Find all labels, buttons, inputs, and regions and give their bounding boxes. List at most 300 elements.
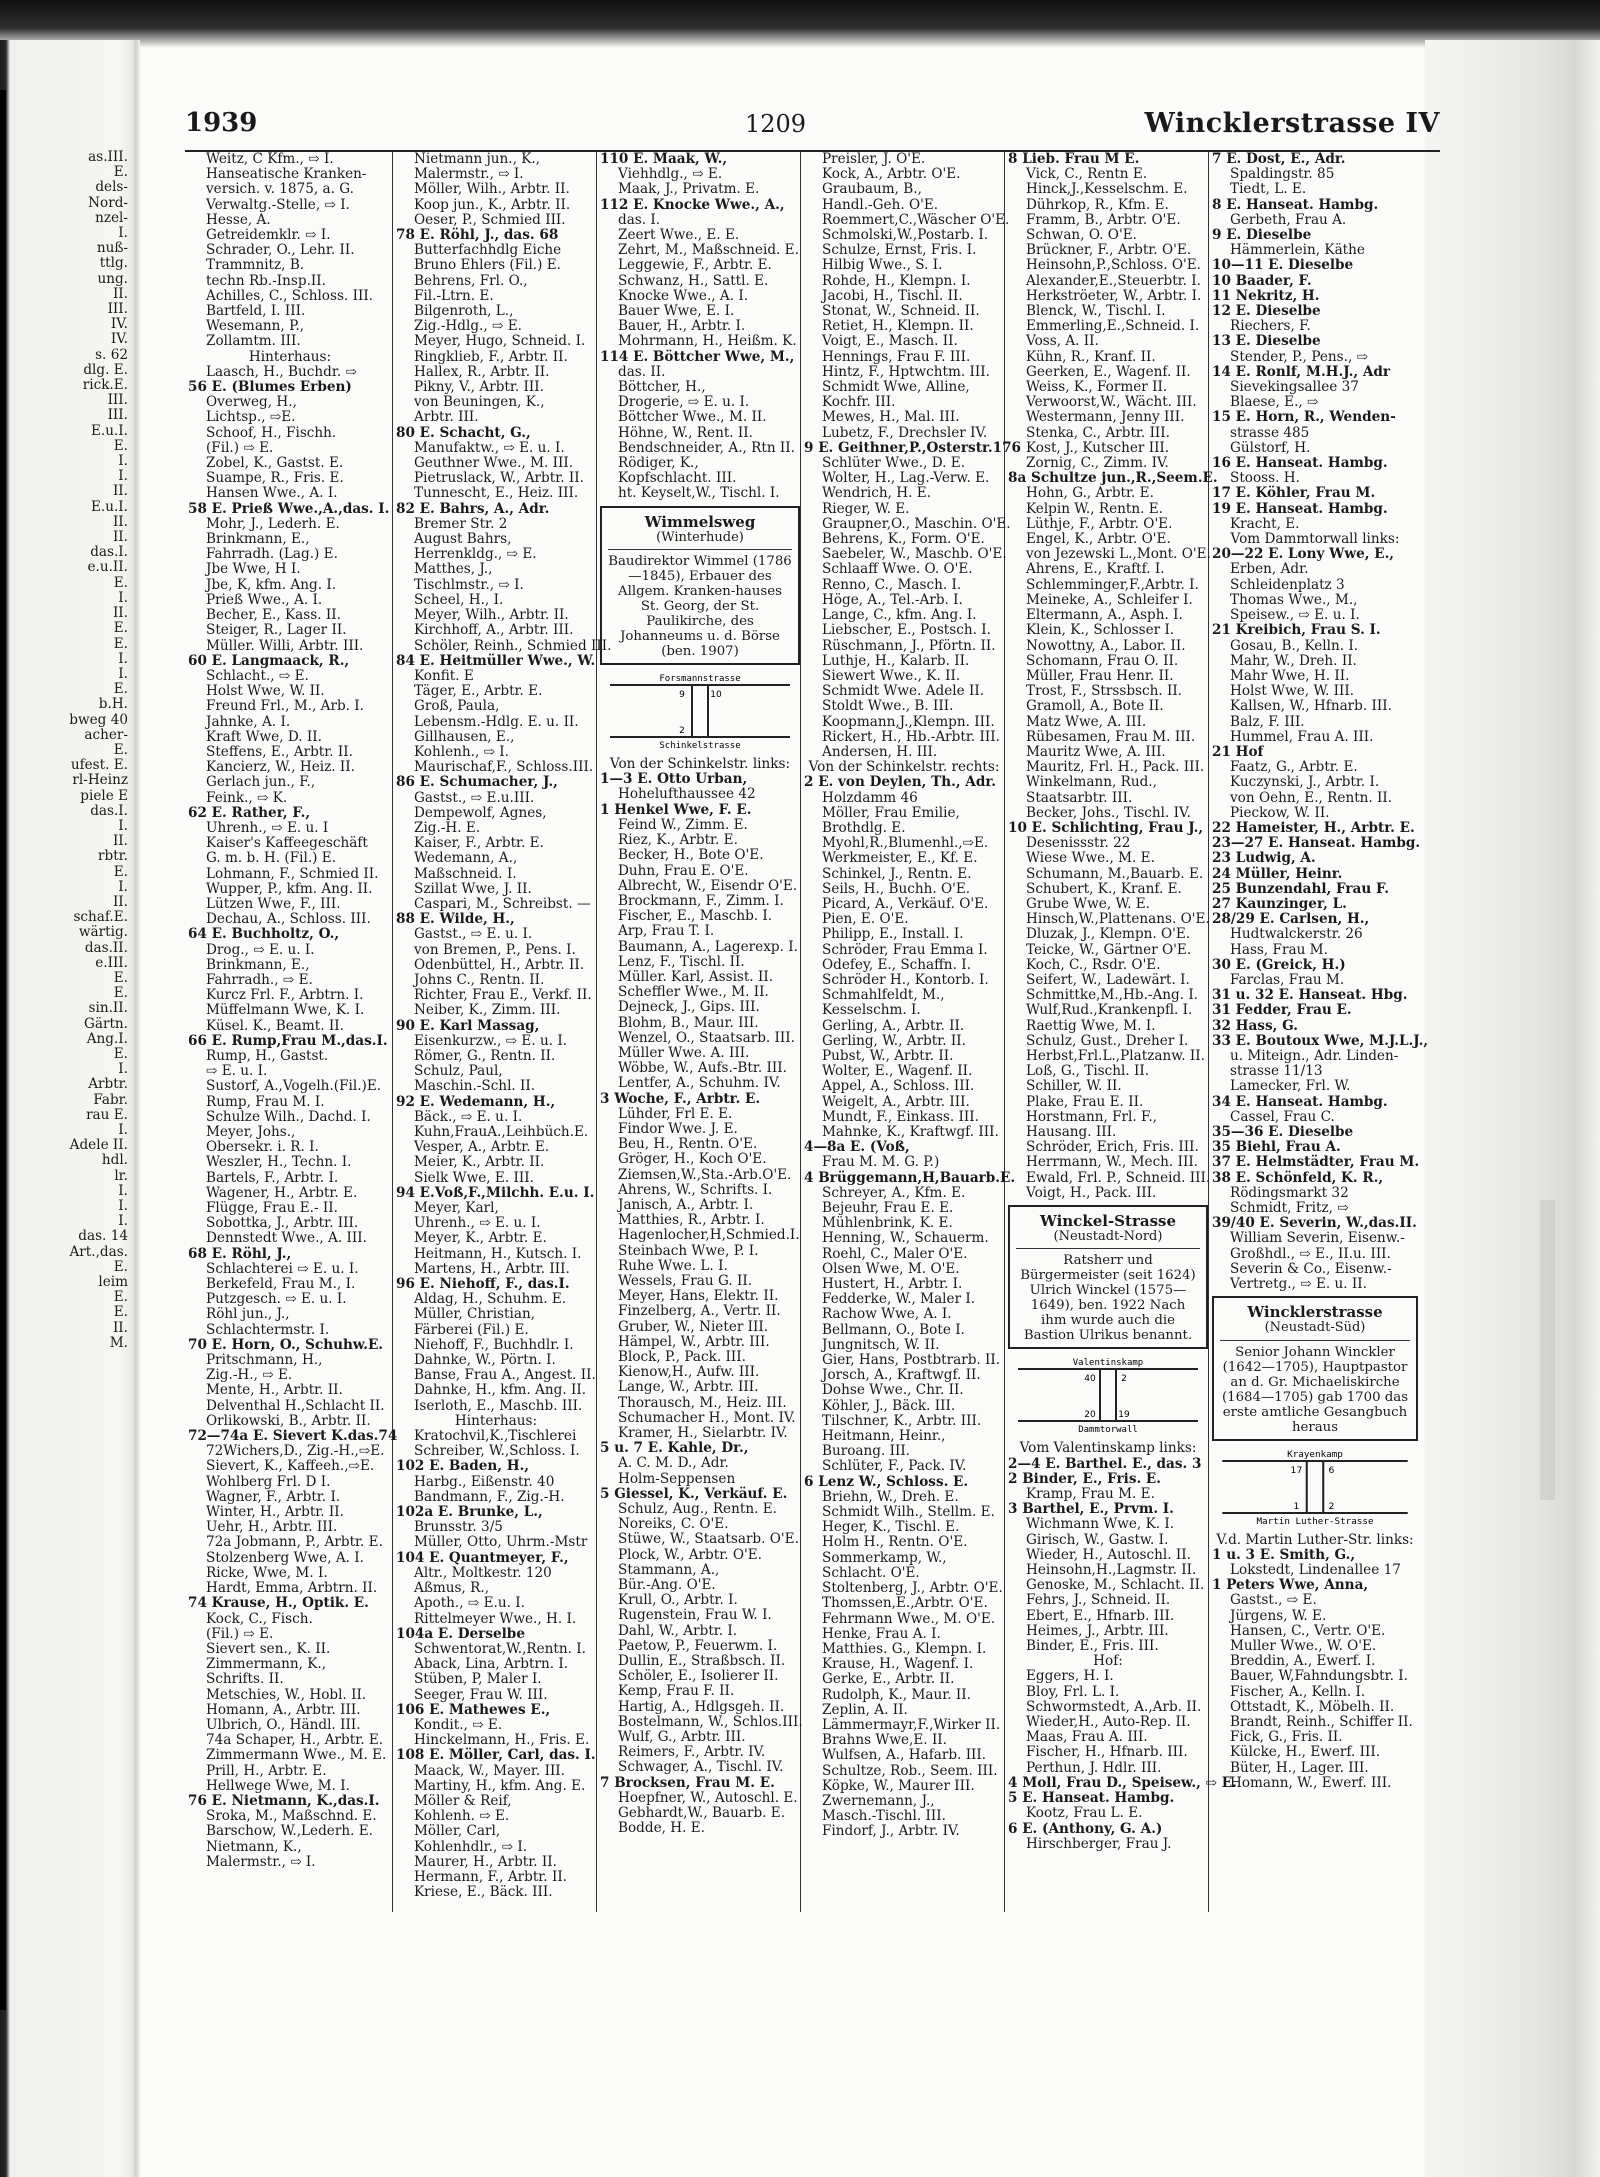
resident-line: Pikny, V., Arbtr. III. — [414, 379, 544, 396]
street-history: Senior Johann Winckler (1642—1705), Hauptpastor an d. Gr. Michaeliskirche (1684—1705) gab 1700 das erste amtliche Gesangbuch heraus — [1221, 1344, 1409, 1435]
street-info-box — [1212, 1296, 1418, 1440]
resident-line: Hoepfner, W., Autoschl. E. — [618, 1789, 798, 1806]
resident-line: Prill, H., Arbtr. E. — [206, 1762, 327, 1779]
resident-line: Kock, A., Arbtr. O'E. — [822, 166, 961, 183]
resident-line: Jbe Wwe, H I. — [206, 561, 301, 578]
house-entry: 72—74a E. Sievert K.das.74 — [188, 1428, 398, 1445]
house-entry: 90 E. Karl Massag, — [396, 1017, 540, 1034]
resident-line: Binder, E., Fris. III. — [1026, 1638, 1159, 1655]
resident-line: Feind W., Zimm. E. — [618, 816, 748, 833]
map-house-number: 2 — [1328, 1501, 1335, 1512]
house-entry: 27 Kaunzinger, L. — [1212, 895, 1347, 912]
resident-line: Brockmann, F., Zimm. I. — [618, 892, 784, 909]
divider — [1220, 1340, 1410, 1341]
resident-line: Rüschmann, J., Pförtn. II. — [822, 637, 996, 654]
map-house-number: 40 — [1084, 1374, 1096, 1385]
resident-line: Hesse, A. — [206, 211, 271, 228]
resident-line: Lühder, Frl E. E. — [618, 1105, 733, 1122]
resident-line: Kesselschm. I. — [822, 1002, 921, 1019]
resident-line: Roehl, C., Maler O'E. — [822, 1245, 968, 1262]
house-entry: 82 E. Bahrs, A., Adr. — [396, 500, 550, 517]
resident-line: Kopfschlacht. III. — [618, 470, 737, 487]
resident-line: Westermann, Jenny III. — [1026, 409, 1185, 426]
resident-line: Stender, P., Pens., ⇨ — [1230, 348, 1368, 365]
resident-line: Lützen Wwe, F., III. — [206, 895, 341, 912]
resident-line: Bloy, Frl. L. I. — [1026, 1683, 1120, 1700]
house-entry: 35—36 E. Dieselbe — [1212, 1124, 1354, 1140]
edge-line: I. — [118, 468, 128, 485]
resident-line: Malermstr., ⇨ I. — [414, 166, 524, 183]
resident-line: Heinsohn,P.,Schloss. O'E. — [1026, 257, 1201, 274]
scanner-top-shadow — [0, 0, 1600, 48]
resident-line: Retiet, H., Klempn. II. — [822, 318, 974, 335]
edge-line: sin.II. — [88, 1000, 128, 1017]
resident-line: Konfit. E — [414, 667, 474, 684]
house-entry: 31 Fedder, Frau E. — [1212, 1002, 1352, 1019]
resident-line: Knocke Wwe., A. I. — [618, 287, 749, 304]
resident-line: Schinkel, J., Rentn. E. — [822, 865, 972, 882]
resident-line: von Jezewski L.,Mont. O'E. — [1026, 546, 1211, 563]
house-entry: 6 Lenz W., Schloss. E. — [804, 1473, 969, 1490]
resident-line: Fick, G., Fris. II. — [1230, 1729, 1343, 1746]
house-entry: 33 E. Boutoux Wwe, M.J.L.J., — [1212, 1032, 1429, 1049]
resident-line: Bostelmann, W., Schlos.III. — [618, 1713, 803, 1730]
edge-line: dlg. E. — [83, 361, 128, 378]
resident-line: Odenbüttel, H., Arbtr. II. — [414, 956, 585, 973]
resident-line: Zimmermann, K., — [206, 1656, 327, 1673]
resident-line: Kohlenh., ⇨ I. — [414, 743, 509, 760]
edge-line: bweg 40 — [69, 711, 128, 728]
edge-line: Arbtr. — [88, 1076, 128, 1093]
resident-line: Krause, H., Wagenf. I. — [822, 1656, 974, 1673]
resident-line: Rübesamen, Frau M. III. — [1026, 728, 1196, 745]
resident-line: Seeger, Frau W. III. — [414, 1686, 548, 1703]
edge-line: I. — [118, 453, 128, 470]
resident-line: Schöler, Reinh., Schmied III. — [414, 637, 612, 654]
resident-line: Meyer, Hugo, Schneid. I. — [414, 333, 586, 350]
resident-line: Wieder,H., Auto-Rep. II. — [1026, 1714, 1191, 1731]
resident-line: Dejneck, J., Gips. III. — [618, 999, 760, 1016]
edge-line: I. — [118, 1061, 128, 1078]
resident-line: Geerken, E., Wagenf. II. — [1026, 363, 1191, 380]
resident-line: Fehrmann Wwe., M. O'E. — [822, 1610, 996, 1627]
resident-line: Hohelufthaussee 42 — [618, 786, 756, 803]
divider — [608, 549, 792, 550]
resident-line: Seils, H., Buchh. O'E. — [822, 880, 971, 897]
edge-line: das.I. — [90, 544, 128, 561]
resident-line: Ringklieb, F., Arbtr. II. — [414, 348, 568, 365]
resident-line: Szillat Wwe, J. II. — [414, 880, 532, 897]
resident-line: Lebensm.-Hdlg. E. u. II. — [414, 713, 579, 730]
resident-line: Maßschneid. I. — [414, 865, 517, 882]
resident-line: Wenzel, O., Staatsarb. III. — [618, 1029, 795, 1046]
house-entry: 30 E. (Greick, H.) — [1212, 956, 1346, 973]
resident-line: Vertretg., ⇨ E. u. II. — [1230, 1276, 1367, 1293]
resident-line: Kraft Wwe, D. II. — [206, 728, 322, 745]
edge-line: II. — [112, 1319, 128, 1336]
resident-line: Maas, Frau A. III. — [1026, 1729, 1148, 1746]
resident-line: Oeser, P., Schmied III. — [414, 211, 566, 228]
edge-line: I. — [118, 650, 128, 667]
house-entry: 86 E. Schumacher, J., — [396, 774, 558, 791]
house-entry: 4—8a E. (Voß, — [804, 1139, 910, 1156]
resident-line: Liebscher, E., Postsch. I. — [822, 622, 991, 639]
resident-line: Jungnitsch, W. II. — [822, 1336, 940, 1353]
resident-line: Dohse Wwe., Chr. II. — [822, 1382, 964, 1399]
house-entry: 35 Biehl, Frau A. — [1212, 1139, 1341, 1156]
resident-line: Frau M. M. G. P.) — [822, 1154, 940, 1171]
edge-line: ttlg. — [99, 255, 128, 272]
edge-line: b.H. — [98, 696, 128, 713]
resident-line: Maurischaf,F., Schloss.III. — [414, 759, 594, 776]
resident-line: Weitz, C Kfm., ⇨ I. — [206, 151, 334, 167]
resident-line: Gülstorf, H. — [1230, 439, 1311, 456]
resident-line: Schubert, K., Kranf. E. — [1026, 880, 1182, 897]
resident-line: Dührkop, R., Kfm. E. — [1026, 196, 1169, 213]
resident-line: Wagner, F., Arbtr. I. — [206, 1488, 341, 1505]
resident-line: Tischlmstr., ⇨ I. — [414, 576, 524, 593]
resident-line: Schreyer, A., Kfm. E. — [822, 1184, 966, 1201]
house-entry: 23 Ludwig, A. — [1212, 850, 1316, 867]
resident-line: Hustert, H., Arbtr. I. — [822, 1276, 963, 1293]
resident-line: Kancierz, W., Heiz. II. — [206, 759, 355, 776]
resident-line: Herrenkldg., ⇨ E. — [414, 546, 537, 563]
resident-line: Möller & Reif, — [414, 1792, 512, 1809]
resident-line: Hellwege Wwe, M. I. — [206, 1777, 350, 1794]
edge-line: e.u.II. — [87, 559, 128, 576]
resident-line: Zeert Wwe., E. E. — [618, 227, 740, 244]
resident-line: Hagenlocher,H,Schmied.I. — [618, 1227, 800, 1244]
edge-line: ung. — [97, 270, 128, 287]
resident-line: Gosau, B., Kelln. I. — [1230, 637, 1359, 654]
house-entry: 13 E. Dieselbe — [1212, 333, 1321, 350]
resident-line: Bodde, H. E. — [618, 1820, 706, 1837]
resident-line: Voss, A. II. — [1026, 333, 1099, 350]
resident-line: Stonat, W., Schneid. II. — [822, 303, 980, 320]
resident-line: Lange, W., Arbtr. III. — [618, 1379, 759, 1396]
resident-line: Saebeler, W., Maschb. O'E. — [822, 546, 1007, 563]
resident-line: William Severin, Eisenw.- — [1230, 1230, 1405, 1247]
resident-line: Herbst,Frl.L.,Platzanw. II. — [1026, 1047, 1205, 1064]
resident-line: Gastst., ⇨ E.u.III. — [414, 789, 535, 806]
resident-line: Johns C., Rentn. II. — [414, 971, 545, 988]
resident-line: Uehr, H., Arbtr. III. — [206, 1519, 338, 1536]
resident-line: Rudolph, K., Maur. II. — [822, 1686, 971, 1703]
resident-line: Heitmann, H., Kutsch. I. — [414, 1245, 582, 1262]
edge-line: as.III. — [88, 149, 128, 165]
resident-line: Hardt, Emma, Arbtrn. II. — [206, 1580, 378, 1597]
resident-line: Mundt, F., Einkass. III. — [822, 1108, 979, 1125]
house-entry: 6 E. (Anthony, G. A.) — [1008, 1820, 1163, 1837]
resident-line: Schleidenplatz 3 — [1230, 576, 1345, 593]
resident-line: Richter, Frau E., Verkf. II. — [414, 987, 592, 1004]
resident-line: Eisenkurzw., ⇨ E. u. I. — [414, 1032, 568, 1049]
resident-line: Pietruslack, W., Arbtr. II. — [414, 470, 584, 487]
resident-line: Teicke, W., Gärtner O'E. — [1026, 941, 1192, 958]
resident-line: Schwager, A., Tischl. IV. — [618, 1759, 784, 1776]
edge-line: I. — [118, 225, 128, 242]
resident-line: Schwan, O. O'E. — [1026, 227, 1137, 244]
edge-line: ufest. E. — [70, 757, 128, 774]
house-entry: 110 E. Maak, W., — [600, 151, 728, 167]
resident-line: Ottstadt, K., Möbelh. II. — [1230, 1698, 1395, 1715]
resident-line: Mauritz, Frl. H., Pack. III. — [1026, 759, 1205, 776]
resident-line: Bendschneider, A., Rtn II. — [618, 439, 795, 456]
resident-line: Bremer Str. 2 — [414, 515, 508, 532]
resident-line: Hennings, Frau F. III. — [822, 348, 971, 365]
edge-line: E. — [113, 635, 128, 652]
resident-line: Weszler, H., Techn. I. — [206, 1154, 352, 1171]
resident-line: Heimes, J., Arbtr. III. — [1026, 1622, 1169, 1639]
edge-line: III. — [107, 407, 128, 424]
resident-line: Meyer, Johs., — [206, 1124, 296, 1140]
house-entry: 78 E. Röhl, J., das. 68 — [396, 227, 559, 244]
resident-line: Engel, K., Arbtr. O'E. — [1026, 531, 1171, 548]
resident-line: Appel, A., Schloss. III. — [822, 1078, 975, 1095]
resident-line: Farclas, Frau M. — [1230, 971, 1345, 988]
resident-line: Meyer, Wilh., Arbtr. II. — [414, 607, 569, 624]
resident-line: Overweg, H., — [206, 394, 297, 411]
resident-line: Framm, B., Arbtr. O'E. — [1026, 211, 1181, 228]
house-entry: 7 E. Dost, E., Adr. — [1212, 151, 1346, 167]
resident-line: Gastst., ⇨ E. — [1230, 1592, 1317, 1609]
resident-line: Mauritz Wwe, A. III. — [1026, 743, 1166, 760]
resident-line: Suampe, R., Fris. E. — [206, 470, 344, 487]
resident-line: Genoske, M., Schlacht. II. — [1026, 1577, 1205, 1594]
resident-line: Blenck, W., Tischl. I. — [1026, 303, 1166, 320]
resident-line: Dempewolf, Agnes, — [414, 804, 547, 821]
house-entry: 64 E. Buchholtz, O., — [188, 926, 340, 943]
edge-line: I. — [118, 878, 128, 895]
resident-line: Lokstedt, Lindenallee 17 — [1230, 1562, 1401, 1579]
resident-line: Zwernemann, J., — [822, 1792, 935, 1809]
resident-line: Fischer, A., Kelln. I. — [1230, 1683, 1366, 1700]
page-number: 1209 — [745, 110, 807, 138]
resident-line: Brinkmann, E., — [206, 531, 310, 548]
resident-line: Klein, K., Schlosser I. — [1026, 622, 1175, 639]
resident-line: Holm-Seppensen — [618, 1470, 736, 1487]
resident-line: Matthies, R., Arbtr. I. — [618, 1212, 765, 1229]
column-5 — [1008, 151, 1237, 1912]
edge-line: Ang.I. — [86, 1030, 128, 1047]
resident-line: Möller, Frau Emilie, — [822, 804, 960, 821]
resident-line: Schmidt Wwe, Alline, — [822, 379, 970, 396]
resident-line: Schlüter Wwe., D. E. — [822, 455, 966, 472]
resident-line: Breddin, A., Ewerf. I. — [1230, 1653, 1376, 1670]
resident-line: Alexander,E.,Steuerbtr. I. — [1026, 272, 1201, 289]
resident-line: Wulfsen, A., Hafarb. III. — [822, 1747, 987, 1764]
resident-line: Zollamtm. III. — [206, 333, 301, 350]
resident-line: Rump, H., Gastst. — [206, 1047, 329, 1064]
resident-line: Findor Wwe. J. E. — [618, 1120, 738, 1137]
edge-line: M. — [109, 1334, 128, 1351]
resident-line: Mahr Wwe, H. II. — [1230, 667, 1350, 684]
resident-line: Bauer, W,Fahndungsbtr. I. — [1230, 1668, 1408, 1685]
resident-line: Steiger, R., Lager II. — [206, 622, 347, 639]
house-entry: 5 u. 7 E. Kahle, Dr., — [600, 1440, 749, 1457]
resident-line: Müller, Otto, Uhrm.-Mstr — [414, 1534, 588, 1551]
house-entry: 5 E. Hanseat. Hambg. — [1008, 1790, 1175, 1807]
map-street-top: Forsmannstrasse — [659, 674, 741, 685]
resident-line: Maak, J., Privatm. E. — [618, 181, 760, 198]
resident-line: Fahrradh. (Lag.) E. — [206, 546, 338, 563]
house-entry: 10—11 E. Dieselbe — [1212, 257, 1354, 274]
map-house-number: 10 — [710, 690, 722, 701]
resident-line: Metschies, W., Hobl. II. — [206, 1686, 367, 1703]
resident-line: Kallsen, W., Hfnarb. III. — [1230, 698, 1392, 715]
resident-line: Böttcher, H., — [618, 379, 706, 396]
resident-line: Kühn, R., Kranf. II. — [1026, 348, 1156, 365]
resident-line: Wolter, H., Lag.-Verw. E. — [822, 470, 990, 487]
resident-line: Lamecker, Frl. W. — [1230, 1078, 1351, 1095]
resident-line: Gröger, H., Koch O'E. — [618, 1151, 767, 1168]
street-district: (Winterhude) — [656, 529, 744, 545]
house-entry: 21 Kreibich, Frau S. I. — [1212, 622, 1381, 639]
resident-line: Uhrenh., ⇨ E. u. I. — [414, 1215, 541, 1232]
map-house-number: 17 — [1290, 1465, 1303, 1476]
resident-line: (Fil.) ⇨ E. — [206, 1625, 274, 1642]
edge-line: E. — [113, 863, 128, 880]
resident-line: Viehhdlg., ⇨ E. — [618, 166, 723, 183]
resident-line: Steffens, E., Arbtr. II. — [206, 743, 353, 760]
resident-line: Jacobi, H., Tischl. II. — [822, 287, 963, 304]
house-entry: 38 E. Schönfeld, K. R., — [1212, 1169, 1384, 1186]
resident-line: Speisew., ⇨ E. u. I. — [1230, 607, 1360, 624]
resident-line: Schwormstedt, A.,Arb. II. — [1026, 1698, 1202, 1715]
house-entry: 17 E. Köhler, Frau M. — [1212, 485, 1376, 502]
house-entry: 16 E. Hanseat. Hambg. — [1212, 455, 1388, 472]
resident-line: Dechau, A., Schloss. III. — [206, 911, 371, 928]
resident-line: Severin & Co., Eisenw.- — [1230, 1260, 1392, 1277]
resident-line: Schmidt Wilh., Stellm. E. — [822, 1504, 995, 1521]
resident-line: Schumann, M.,Bauarb. E. — [1026, 865, 1204, 882]
resident-line: Scheffler Wwe., M. II. — [618, 984, 769, 1001]
edge-line: III. — [107, 301, 128, 318]
resident-line: Schrader, O., Lehr. II. — [206, 242, 355, 259]
edge-line: II. — [112, 605, 128, 622]
resident-line: Noreiks, C. O'E. — [618, 1516, 729, 1533]
resident-line: Höhne, W., Rent. II. — [618, 424, 753, 441]
street-info-box — [600, 506, 800, 665]
resident-line: Brahns Wwe,E. II. — [822, 1732, 947, 1749]
street-history: Ratsherr und Bürgermeister (seit 1624) Ulrich Winckel (1575—1649), ben. 1922 Nach ihm wurde auch die Bastion Ulrikus benannt. — [1020, 1253, 1196, 1344]
resident-line: Hohn, G., Arbtr. E. — [1026, 485, 1154, 502]
map-street-top: Krayenkamp — [1287, 1449, 1343, 1460]
resident-line: Pieckow, W. II. — [1230, 804, 1330, 821]
resident-line: Verwaltg.-Stelle, ⇨ I. — [206, 196, 350, 213]
resident-line: Arbtr. III. — [414, 409, 479, 426]
resident-line: Arp, Frau T. I. — [618, 923, 715, 940]
resident-line: Schulz, Gust., Dreher I. — [1026, 1032, 1189, 1049]
resident-line: Schröder H., Kontorb. I. — [822, 971, 989, 988]
resident-line: Schlacht., ⇨ E. — [206, 667, 309, 684]
house-entry: 104 E. Quantmeyer, F., — [396, 1549, 569, 1566]
resident-line: Reimers, F., Arbtr. IV. — [618, 1744, 766, 1761]
house-entry: 20—22 E. Lony Wwe, E., — [1212, 546, 1395, 563]
resident-line: Kohlenh. ⇨ E. — [414, 1808, 510, 1825]
map-house-number: 2 — [1121, 1374, 1127, 1385]
resident-line: Kemp, Frau F. II. — [618, 1683, 735, 1700]
resident-line: Stenka, C., Arbtr. III. — [1026, 424, 1170, 441]
resident-line: Ricke, Wwe, M. I. — [206, 1564, 328, 1581]
resident-line: Mahnke, K., Kraftwgf. III. — [822, 1124, 999, 1140]
resident-line: Schmittke,M.,Hb.-Ang. I. — [1026, 987, 1199, 1004]
resident-line: Nietmann, K., — [206, 1838, 302, 1855]
resident-line: Bandmann, F., Zig.-H. — [414, 1488, 565, 1505]
edge-line: E. — [113, 437, 128, 454]
street-map-sketch — [1212, 1447, 1418, 1527]
house-entry: 96 E. Niehoff, F., das.I. — [396, 1276, 570, 1293]
resident-line: Voigt, H., Pack. III. — [1026, 1184, 1157, 1201]
resident-line: Ahrens, W., Schrifts. I. — [618, 1181, 773, 1198]
resident-line: Wiese Wwe., M. E. — [1026, 850, 1155, 867]
house-entry: 32 Hass, G. — [1212, 1017, 1298, 1034]
resident-line: Kaiser's Kaffeegeschäft — [206, 835, 368, 852]
resident-line: Nietmann jun., K., — [414, 151, 541, 167]
resident-line: Staatsarbtr. III. — [1026, 789, 1133, 806]
resident-line: Riechers, F. — [1230, 318, 1311, 335]
resident-line: Bür.-Ang. O'E. — [618, 1577, 716, 1594]
edge-line: IV. — [110, 331, 128, 348]
resident-line: Schomann, Frau O. II. — [1026, 652, 1179, 669]
resident-line: Rachow Wwe, A. I. — [822, 1306, 952, 1323]
house-entry: 24 Müller, Heinr. — [1212, 865, 1343, 882]
resident-line: Schlacht. O'E. — [822, 1564, 920, 1581]
resident-line: Sustorf, A.,Vogelh.(Fil.)E. — [206, 1078, 382, 1095]
resident-line: Mohr, J., Lederh. E. — [206, 515, 340, 532]
resident-line: Maurer, H., Arbtr. II. — [414, 1853, 557, 1870]
house-entry: 4 Brüggemann,H,Bauarb.E. — [804, 1169, 1016, 1186]
resident-line: Becker, H., Bote O'E. — [618, 847, 764, 864]
resident-line: Verwoorst,W., Wächt. III. — [1026, 394, 1197, 411]
edge-line: E.u.I. — [90, 422, 128, 439]
resident-line: Iserloth, E., Maschb. III. — [414, 1397, 583, 1414]
resident-line: Rohde, H., Klempn. I. — [822, 272, 971, 289]
house-entry: 94 E.Voß,F.,Milchh. E.u. I. — [396, 1184, 595, 1201]
house-entry: 11 Nekritz, H. — [1212, 287, 1320, 304]
house-entry: 108 E. Möller, Carl, das. I. — [396, 1747, 596, 1764]
edge-line: leim — [98, 1274, 128, 1291]
resident-line: Höge, A., Tel.-Arb. I. — [822, 591, 963, 608]
resident-line: (Fil.) ⇨ E. — [206, 439, 274, 456]
resident-line: Bilgenroth, L., — [414, 303, 514, 320]
edge-line: E. — [113, 1045, 128, 1062]
resident-line: Heitmann, Heinr., — [822, 1428, 946, 1445]
resident-line: Altr., Moltkestr. 120 — [414, 1564, 552, 1581]
resident-line: Bauer Wwe, E. I. — [618, 303, 735, 320]
resident-line: Butterfachhdlg Eiche — [414, 242, 562, 259]
resident-line: Heger, K., Tischl. E. — [822, 1519, 960, 1536]
resident-line: Mahr, W., Dreh. II. — [1230, 652, 1357, 669]
resident-line: Büter, H., Lager. III. — [1230, 1759, 1369, 1776]
map-street-top: Valentinskamp — [1072, 1358, 1144, 1369]
resident-line: Schröder, Erich, Fris. III. — [1026, 1139, 1199, 1156]
resident-line: Berkefeld, Frau M., I. — [206, 1276, 356, 1293]
house-entry: 58 E. Prieß Wwe.,A.,das. I. — [188, 500, 390, 517]
resident-line: Schulze Wilh., Dachd. I. — [206, 1108, 371, 1125]
resident-line: Hirschberger, Frau J. — [1026, 1835, 1172, 1852]
resident-line: Manufaktw., ⇨ E. u. I. — [414, 439, 565, 456]
resident-line: Sievekingsallee 37 — [1230, 379, 1359, 396]
resident-line: Holzdamm 46 — [822, 789, 918, 806]
resident-line: Wieder, H., Autoschl. II. — [1026, 1546, 1191, 1563]
resident-line: Beu, H., Rentn. O'E. — [618, 1136, 758, 1153]
resident-line: Uhrenh., ⇨ E. u. I — [206, 819, 329, 836]
resident-line: Schwanz, H., Sattl. E. — [618, 272, 769, 289]
resident-line: Zig.-H., ⇨ E. — [206, 1367, 293, 1384]
resident-line: Müller. Karl, Assist. II. — [618, 968, 774, 985]
resident-line: Aßmus, R., — [414, 1580, 490, 1597]
